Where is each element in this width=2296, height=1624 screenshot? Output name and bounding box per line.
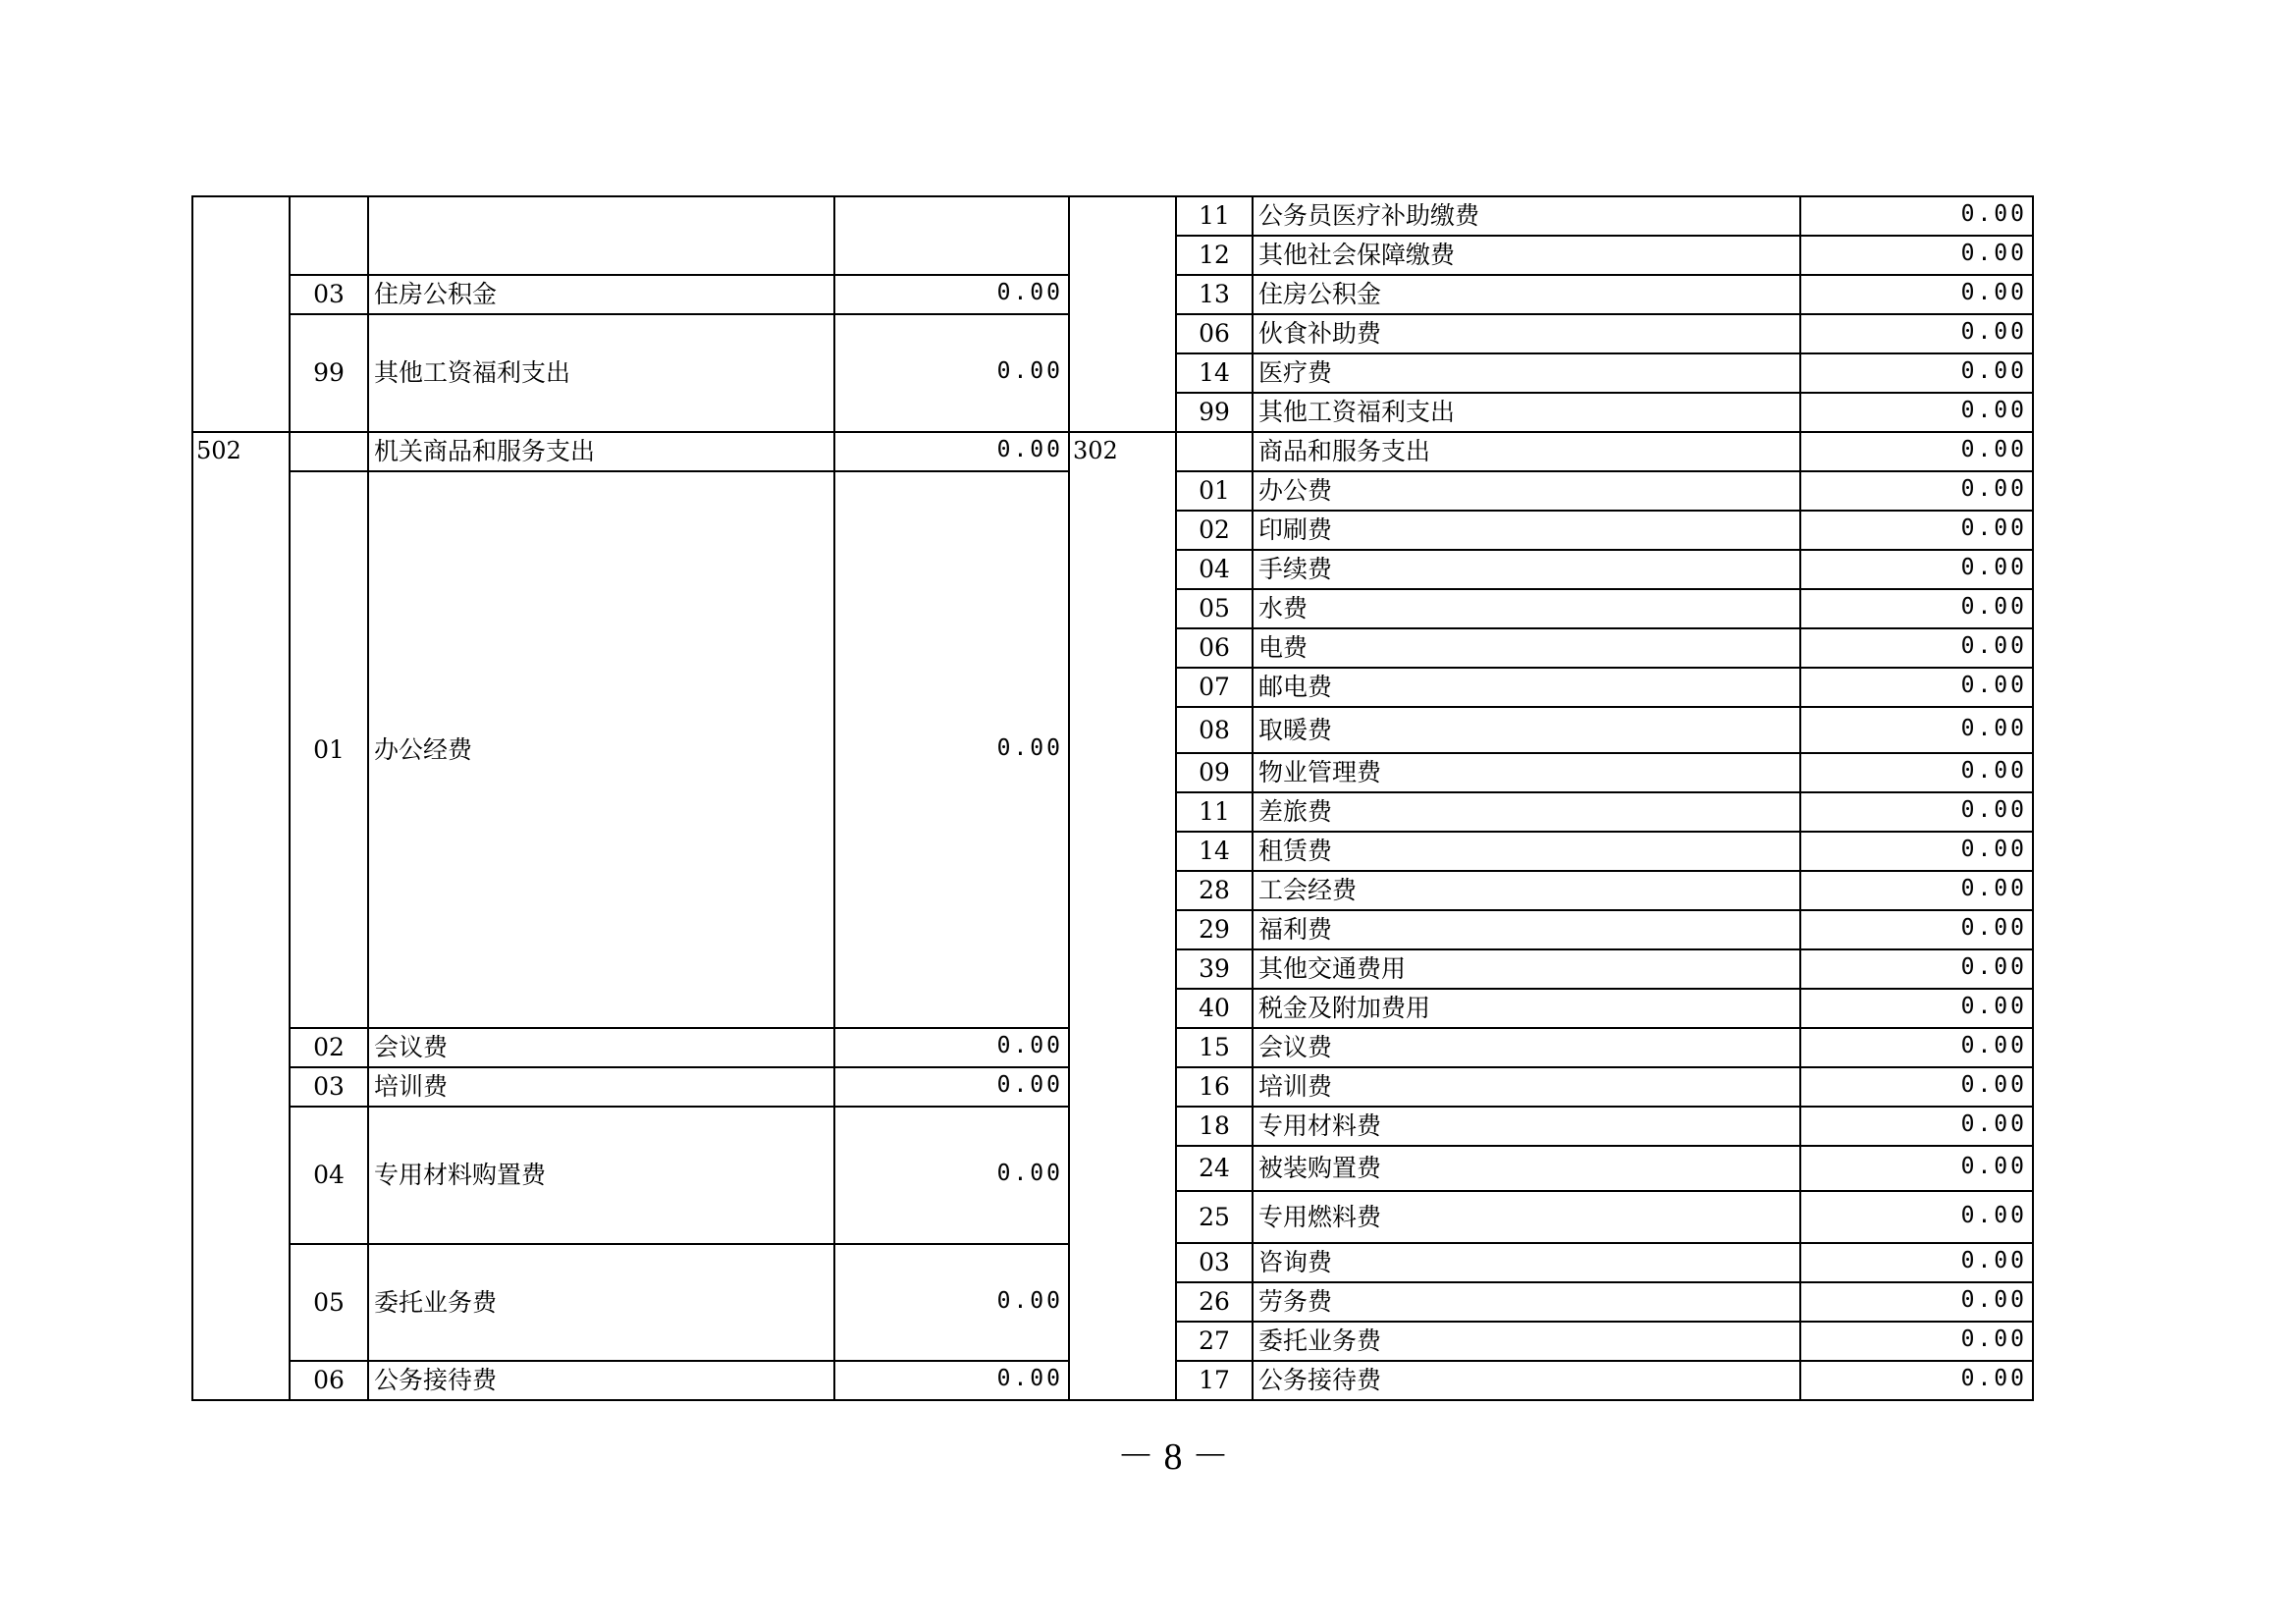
item-name: 办公费: [1258, 476, 1333, 505]
item-code: 12: [1199, 241, 1230, 269]
item-amount: 0.00: [1960, 555, 2027, 580]
item-code: 04: [1199, 555, 1230, 583]
item-code: 27: [1199, 1326, 1230, 1355]
item-name: 专用材料费: [1258, 1111, 1382, 1140]
item-name: 办公经费: [374, 734, 473, 764]
item-name: 其他交通费用: [1258, 954, 1407, 983]
item-code: 99: [1199, 398, 1230, 426]
item-name: 商品和服务支出: [1258, 437, 1431, 465]
item-code: 25: [1199, 1202, 1230, 1231]
item-amount: 0.00: [996, 437, 1063, 462]
item-name: 水费: [1258, 594, 1308, 623]
item-code: 39: [1199, 954, 1230, 983]
item-amount: 0.00: [1960, 280, 2027, 305]
item-name: 其他社会保障缴费: [1258, 241, 1456, 269]
item-name: 培训费: [1258, 1072, 1333, 1101]
item-amount: 0.00: [996, 1072, 1063, 1098]
item-name: 咨询费: [1258, 1248, 1333, 1276]
item-name: 住房公积金: [374, 280, 498, 308]
item-code: 06: [313, 1366, 345, 1394]
item-code: 24: [1199, 1154, 1230, 1182]
item-amount: 0.00: [1960, 915, 2027, 941]
item-amount: 0.00: [1960, 358, 2027, 384]
item-amount: 0.00: [1960, 1033, 2027, 1058]
item-amount: 0.00: [1960, 515, 2027, 541]
item-name: 专用燃料费: [1258, 1202, 1382, 1231]
item-code: 17: [1199, 1366, 1230, 1394]
item-amount: 0.00: [996, 1161, 1063, 1186]
item-amount: 0.00: [1960, 1111, 2027, 1137]
item-name: 其他工资福利支出: [1258, 398, 1456, 426]
item-name: 差旅费: [1258, 797, 1333, 826]
item-amount: 0.00: [1960, 319, 2027, 345]
item-amount: 0.00: [1960, 1366, 2027, 1391]
item-amount: 0.00: [1960, 241, 2027, 266]
item-amount: 0.00: [1960, 1154, 2027, 1179]
item-name: 邮电费: [1258, 673, 1333, 701]
left-class-code: 502: [196, 437, 241, 464]
item-amount: 0.00: [1960, 633, 2027, 659]
item-name: 专用材料购置费: [374, 1161, 547, 1189]
item-amount: 0.00: [1960, 954, 2027, 980]
item-code: 02: [313, 1033, 345, 1061]
item-code: 03: [313, 280, 345, 308]
item-name: 其他工资福利支出: [374, 358, 571, 387]
item-name: 物业管理费: [1258, 758, 1382, 786]
item-amount: 0.00: [996, 1366, 1063, 1391]
item-amount: 0.00: [1960, 1287, 2027, 1313]
item-amount: 0.00: [996, 1287, 1063, 1314]
item-name: 公务员医疗补助缴费: [1258, 201, 1480, 230]
item-name: 劳务费: [1258, 1287, 1333, 1316]
item-amount: 0.00: [1960, 837, 2027, 862]
item-amount: 0.00: [1960, 437, 2027, 462]
item-code: 40: [1199, 994, 1230, 1022]
item-name: 税金及附加费用: [1258, 994, 1431, 1022]
item-code: 29: [1199, 915, 1230, 944]
item-name: 会议费: [374, 1033, 449, 1061]
item-amount: 0.00: [1960, 1248, 2027, 1273]
item-amount: 0.00: [996, 280, 1063, 305]
item-code: 03: [1199, 1248, 1230, 1276]
item-name: 培训费: [374, 1072, 449, 1101]
item-name: 印刷费: [1258, 515, 1333, 544]
item-name: 委托业务费: [374, 1287, 498, 1317]
item-name: 住房公积金: [1258, 280, 1382, 308]
item-code: 14: [1199, 358, 1230, 387]
right-class-code: 302: [1073, 437, 1118, 464]
item-code: 02: [1199, 515, 1230, 544]
item-code: 07: [1199, 673, 1230, 701]
item-code: 01: [313, 734, 345, 764]
item-amount: 0.00: [1960, 1326, 2027, 1352]
item-name: 租赁费: [1258, 837, 1333, 865]
item-code: 11: [1199, 797, 1230, 826]
item-name: 医疗费: [1258, 358, 1333, 387]
item-code: 06: [1199, 319, 1230, 348]
item-name: 电费: [1258, 633, 1308, 662]
item-code: 06: [1199, 633, 1230, 662]
item-code: 28: [1199, 876, 1230, 904]
item-amount: 0.00: [996, 734, 1063, 761]
page-number: － 8 －: [1116, 1436, 1229, 1478]
item-name: 福利费: [1258, 915, 1333, 944]
item-amount: 0.00: [1960, 1202, 2027, 1228]
item-code: 18: [1199, 1111, 1230, 1140]
item-name: 会议费: [1258, 1033, 1333, 1061]
item-code: 14: [1199, 837, 1230, 865]
item-code: 13: [1199, 280, 1230, 308]
item-code: 11: [1199, 201, 1230, 230]
item-amount: 0.00: [1960, 758, 2027, 784]
item-code: 09: [1199, 758, 1230, 786]
item-name: 委托业务费: [1258, 1326, 1382, 1355]
item-code: 04: [313, 1161, 345, 1189]
item-amount: 0.00: [1960, 476, 2027, 502]
item-code: 26: [1199, 1287, 1230, 1316]
item-amount: 0.00: [996, 1033, 1063, 1058]
item-code: 05: [1199, 594, 1230, 623]
item-amount: 0.00: [1960, 201, 2027, 227]
item-code: 05: [313, 1287, 345, 1317]
item-name: 公务接待费: [1258, 1366, 1382, 1394]
item-amount: 0.00: [1960, 876, 2027, 901]
item-amount: 0.00: [1960, 594, 2027, 620]
item-amount: 0.00: [1960, 673, 2027, 698]
item-amount: 0.00: [1960, 797, 2027, 823]
item-code: 16: [1199, 1072, 1230, 1101]
item-code: 99: [313, 358, 345, 387]
item-name: 工会经费: [1258, 876, 1358, 904]
item-name: 手续费: [1258, 555, 1333, 583]
item-code: 08: [1199, 715, 1230, 744]
item-amount: 0.00: [1960, 994, 2027, 1019]
item-code: 01: [1199, 476, 1230, 505]
item-amount: 0.00: [1960, 1072, 2027, 1098]
item-name: 机关商品和服务支出: [374, 437, 596, 465]
item-code: 03: [313, 1072, 345, 1101]
item-name: 公务接待费: [374, 1366, 498, 1394]
item-amount: 0.00: [1960, 398, 2027, 423]
item-amount: 0.00: [1960, 715, 2027, 741]
item-name: 取暖费: [1258, 715, 1333, 744]
item-code: 15: [1199, 1033, 1230, 1061]
item-amount: 0.00: [996, 358, 1063, 384]
item-name: 伙食补助费: [1258, 319, 1382, 348]
item-name: 被装购置费: [1258, 1154, 1382, 1182]
